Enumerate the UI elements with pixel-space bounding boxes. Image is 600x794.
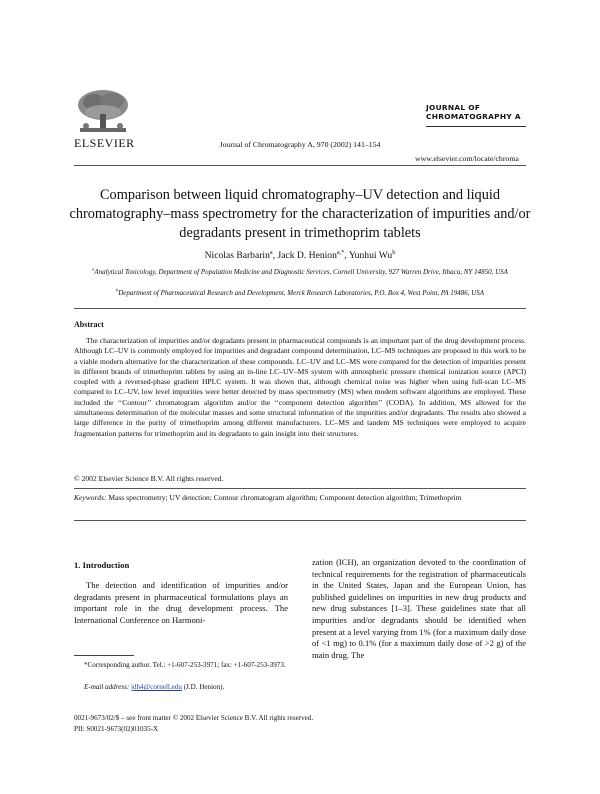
keywords-label: Keywords: — [74, 493, 107, 502]
journal-reference: Journal of Chromatography A, 970 (2002) 141–154 — [219, 140, 381, 149]
footnote-divider — [74, 655, 134, 656]
title-divider — [74, 308, 526, 309]
corresponding-author-footnote: *Corresponding author. Tel.: +1-607-253-3971; fax: +1-607-253-3973. — [84, 661, 286, 669]
right-column-text: zation (ICH), an organization devoted to the coordination of technical requirements for the registration of pharmaceuticals in the United States, Japan and the European Union, has published guidelines on impurities in new drug products and new drug substances [1–3]. These guidelines state that all impurities and/or degradants should be identified when present at a level varying from 1% (for a maximum daily dose of <1 mg) to 0.1% (for a maximum daily dose of >2 g) of the main drug. The — [312, 557, 526, 660]
affiliation-a — [80, 268, 520, 278]
keywords-text: Mass spectrometry; UV detection; Contour chromatogram algorithm; Component detection algorithm; Trimethoprim — [108, 493, 462, 502]
elsevier-tree-logo-icon — [74, 88, 132, 134]
author-name: Nicolas Barbarin — [204, 250, 270, 261]
affiliation-mark: b — [115, 287, 119, 293]
keywords-divider — [74, 488, 526, 489]
email-link[interactable]: jdh4@cornell.edu — [131, 683, 182, 691]
affiliation-text: Department of Pharmaceutical Research and Development, Merck Research Laboratories, P.O. Box 4, West Point, PA 19486, USA — [118, 289, 485, 297]
issn-line: 0021-9673/02/$ – see front matter © 2002 Elsevier Science B.V. All rights reserved. — [74, 714, 314, 722]
journal-logo-line1: JOURNAL OF — [426, 103, 481, 112]
author-list: Nicolas Barbarin$^a$, Jack D. Henion$^{a,*}$, Yunhui Wu$^b$ — [204, 248, 396, 261]
abstract-text: The characterization of impurities and/or degradants present in pharmaceutical compounds is an important part of the drug development process. Although LC–UV is commonly employed for impurities and degradant compound determination, LC–MS techniques are proposed in this work to be a viable modern alternative for the characterization of these compounds. LC–UV and LC–MS were compared for the detection of impurities present in different brands of trimethoprim tablets by using an in-line LC–UV–MS system with atmospheric pressure chemical ionization source (APCI) coupled with a reversed-phase gradient HPLC system. It was shown that, although chemical noise was higher when using full-scan LC–MS compared to LC–UV, low level impurities were better detected by mass spectrometry (MS) when modern software algorithms are employed. These included the ‘‘Contour’’ chromatogram algorithm and/or the ‘‘component detection algorithm’’ (CODA). In addition, MS allowed for the simultaneous determination of the molecular masses and some structural information of the impurities and/or degradants. The results also showed a large difference in the purity of trimethoprim among different manufacturers. LC–MS and tandem MS techniques were employed to acquire fragmentation patterns for trimethoprim and its degradants to gain insight into their structures. — [74, 336, 526, 438]
journal-logo-rule — [426, 126, 526, 127]
abstract-copyright: © 2002 Elsevier Science B.V. All rights reserved. — [74, 474, 224, 483]
journal-url: www.elsevier.com/locate/chroma — [415, 154, 519, 163]
journal-logo-line2: CHROMATOGRAPHY A — [426, 112, 521, 121]
email-label: E-mail address: — [84, 683, 130, 691]
email-footnote — [74, 683, 298, 693]
author-name: Jack D. Henion — [277, 250, 337, 261]
abstract-heading: Abstract — [74, 320, 104, 329]
pii-line: PII: S0021-9673(02)01035-X — [74, 725, 159, 733]
header-divider — [74, 165, 526, 166]
journal-logo — [426, 103, 536, 127]
author-affiliation-mark: a — [269, 248, 273, 256]
author-name: Yunhui Wu — [348, 250, 393, 261]
left-column-text: The detection and identification of impurities and/or degradants present in pharmaceutical formulations plays an important role in the drug development process. The International Conference on Harmoni- — [74, 580, 288, 625]
author-affiliation-mark: b — [392, 248, 396, 256]
affiliation-text: Analytical Toxicology, Department of Population Medicine and Diagnostic Services, Cornell University, 927 Warren Drive, Ithaca, NY 14850, USA — [94, 268, 508, 276]
email-suffix: (J.D. Henion). — [183, 683, 225, 691]
article-title: Comparison between liquid chromatography–UV detection and liquid chromatography–mass spectrometry for the characterization of impurities and/or degradants present in trimethoprim tablets — [69, 187, 531, 241]
keywords — [74, 493, 526, 503]
affiliation-mark: a — [92, 266, 95, 272]
author-affiliation-mark: a,* — [336, 248, 345, 256]
affiliation-b — [80, 289, 520, 299]
abstract-bottom-divider — [74, 520, 526, 521]
section-heading: 1. Introduction — [74, 560, 130, 570]
publisher-name: ELSEVIER — [74, 136, 135, 150]
